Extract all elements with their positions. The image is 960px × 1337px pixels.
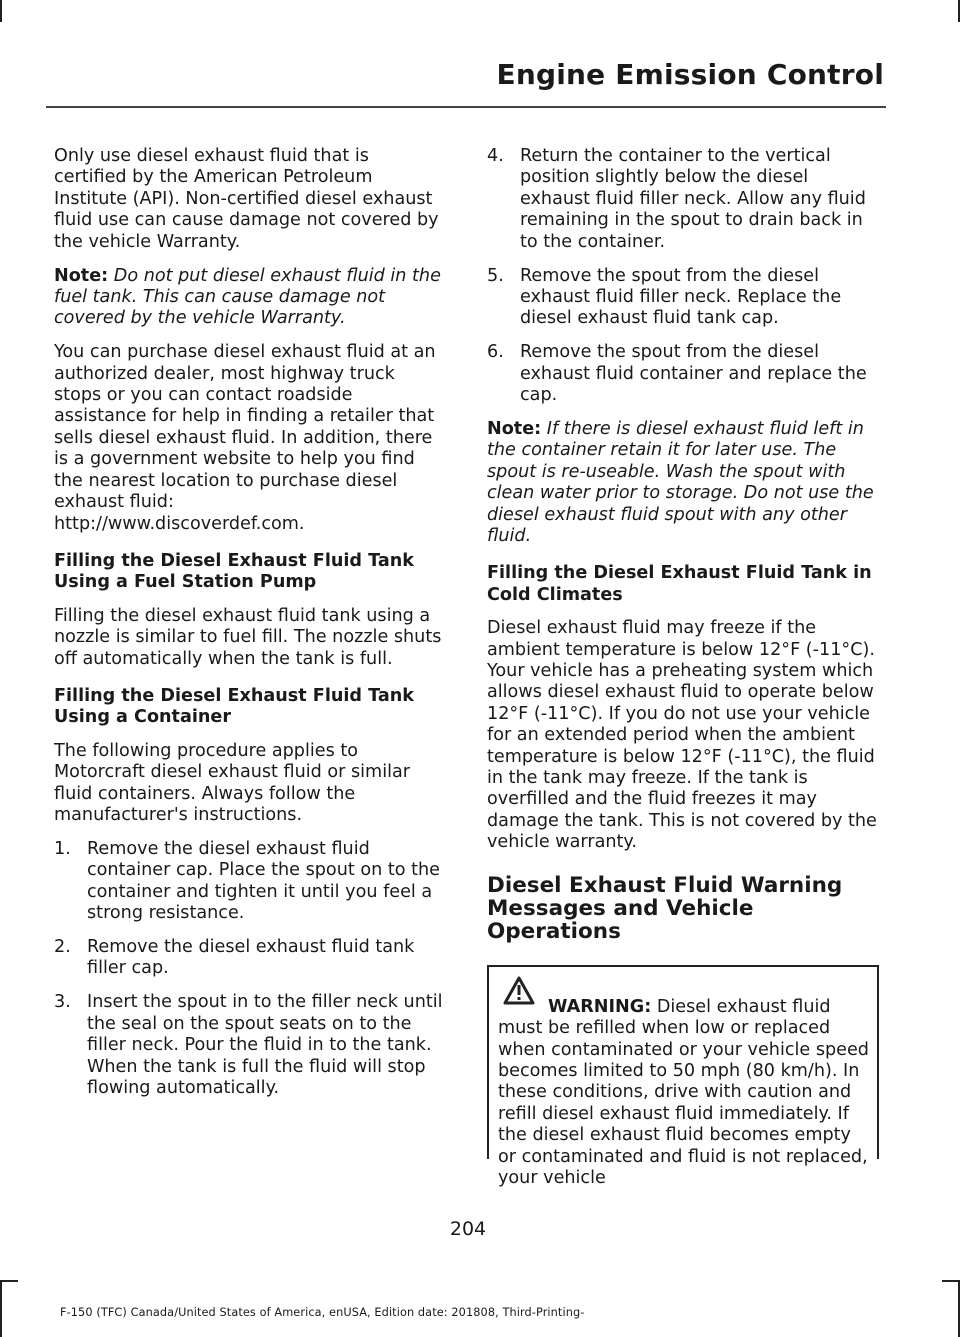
right-column <box>487 146 879 1188</box>
heading-cold-climates: Filling the Diesel Exhaust Fluid Tank in Cold Climates <box>487 563 872 605</box>
warning-triangle-icon <box>503 976 535 1005</box>
page-number: 204 <box>449 1218 487 1240</box>
steps-list-left <box>54 839 446 1099</box>
warning-box <box>487 965 879 1188</box>
list-item: 3. Insert the spout in to the filler neck until the seal on the spout seats on to the filler neck. Pour the fluid in to the tank. When the tank is full the fluid will stop flowing automatically. <box>54 992 443 1098</box>
left-column <box>54 146 446 1112</box>
note-text: Do not put diesel exhaust fluid in the fuel tank. This can cause damage not covered by the vehicle Warranty. <box>54 265 441 329</box>
list-item: 4. Return the container to the vertical position slightly below the diesel exhaust fluid filler neck. Allow any fluid remaining in the spout to drain back in to the container. <box>487 146 866 252</box>
website-url[interactable]: http://www.discoverdef.com. <box>54 513 305 534</box>
note-text: If there is diesel exhaust fluid left in the container retain it for later use. The spout is re-useable. Wash the spout with clean water prior to storage. Do not use the diesel exhaust fluid spout with any other fluid. <box>487 418 874 546</box>
page-title: Engine Emission Control <box>496 58 884 91</box>
warning-label: WARNING: <box>548 996 652 1017</box>
paragraph-purchase: You can purchase diesel exhaust fluid at an authorized dealer, most highway truck stops or you can contact roadside assistance for help in finding a retailer that sells diesel exhaust fluid. In addition, there is a government website to help you find the nearest location to purchase diesel exhaust fluid: <box>54 342 436 513</box>
note-fuel-tank <box>54 266 446 330</box>
footer-edition: F-150 (TFC) Canada/United States of America, enUSA, Edition date: 201808, Third-Printing- <box>60 1306 585 1319</box>
heading-fuel-station-pump: Filling the Diesel Exhaust Fluid Tank Using a Fuel Station Pump <box>54 550 414 593</box>
crop-mark-bottom-left-h <box>0 1280 18 1282</box>
note-label: Note: <box>54 265 109 286</box>
header-rule <box>46 106 886 108</box>
paragraph-procedure: The following procedure applies to Motorcraft diesel exhaust fluid or similar fluid containers. Always follow the manufacturer's instructions. <box>54 740 410 825</box>
list-item: 6. Remove the spout from the diesel exhaust fluid container and replace the cap. <box>487 342 867 406</box>
list-item: 5. Remove the spout from the diesel exhaust fluid filler neck. Replace the diesel exhaust fluid tank cap. <box>487 265 842 329</box>
list-item: 2. Remove the diesel exhaust fluid tank filler cap. <box>54 937 415 979</box>
crop-mark-bottom-left <box>0 1280 2 1337</box>
steps-list-right <box>487 146 879 406</box>
note-label: Note: <box>487 418 542 439</box>
paragraph-nozzle: Filling the diesel exhaust fluid tank using a nozzle is similar to fuel fill. The nozzle shuts off automatically when the tank is full. <box>54 605 442 669</box>
paragraph-freeze: Diesel exhaust fluid may freeze if the ambient temperature is below 12°F (-11°C). Your vehicle has a preheating system which allows diesel exhaust fluid to operate below 12°F (-11°C). If you do not use your vehicle for an extended period when the ambient temperature is below 12°F (-11°C), the fluid in the tank may freeze. If the tank is overfilled and the fluid freezes it may damage the tank. This is not covered by the vehicle warranty. <box>487 618 877 853</box>
list-item: 1. Remove the diesel exhaust fluid container cap. Place the spout on to the container and tighten it until you feel a strong resistance. <box>54 838 440 924</box>
note-storage <box>487 419 879 547</box>
section-heading-warning-messages: Diesel Exhaust Fluid Warning Messages and Vehicle Operations <box>487 872 843 944</box>
warning-text: WARNING: Diesel exhaust fluid must be refilled when low or replaced when contaminated or your vehicle speed becomes limited to 50 mph (80 km/h). In these conditions, drive with caution and refill diesel exhaust fluid immediately. If the diesel exhaust fluid becomes empty or contaminated and fluid is not replaced, your vehicle <box>498 996 869 1188</box>
paragraph-certification: Only use diesel exhaust fluid that is certified by the American Petroleum Institute (API). Non-certified diesel exhaust fluid use can cause damage not covered by the vehicle Warranty. <box>54 146 439 252</box>
heading-using-container: Filling the Diesel Exhaust Fluid Tank Using a Container <box>54 685 414 728</box>
crop-mark-bottom-right-h <box>942 1280 960 1282</box>
crop-mark-top-left <box>0 0 2 22</box>
